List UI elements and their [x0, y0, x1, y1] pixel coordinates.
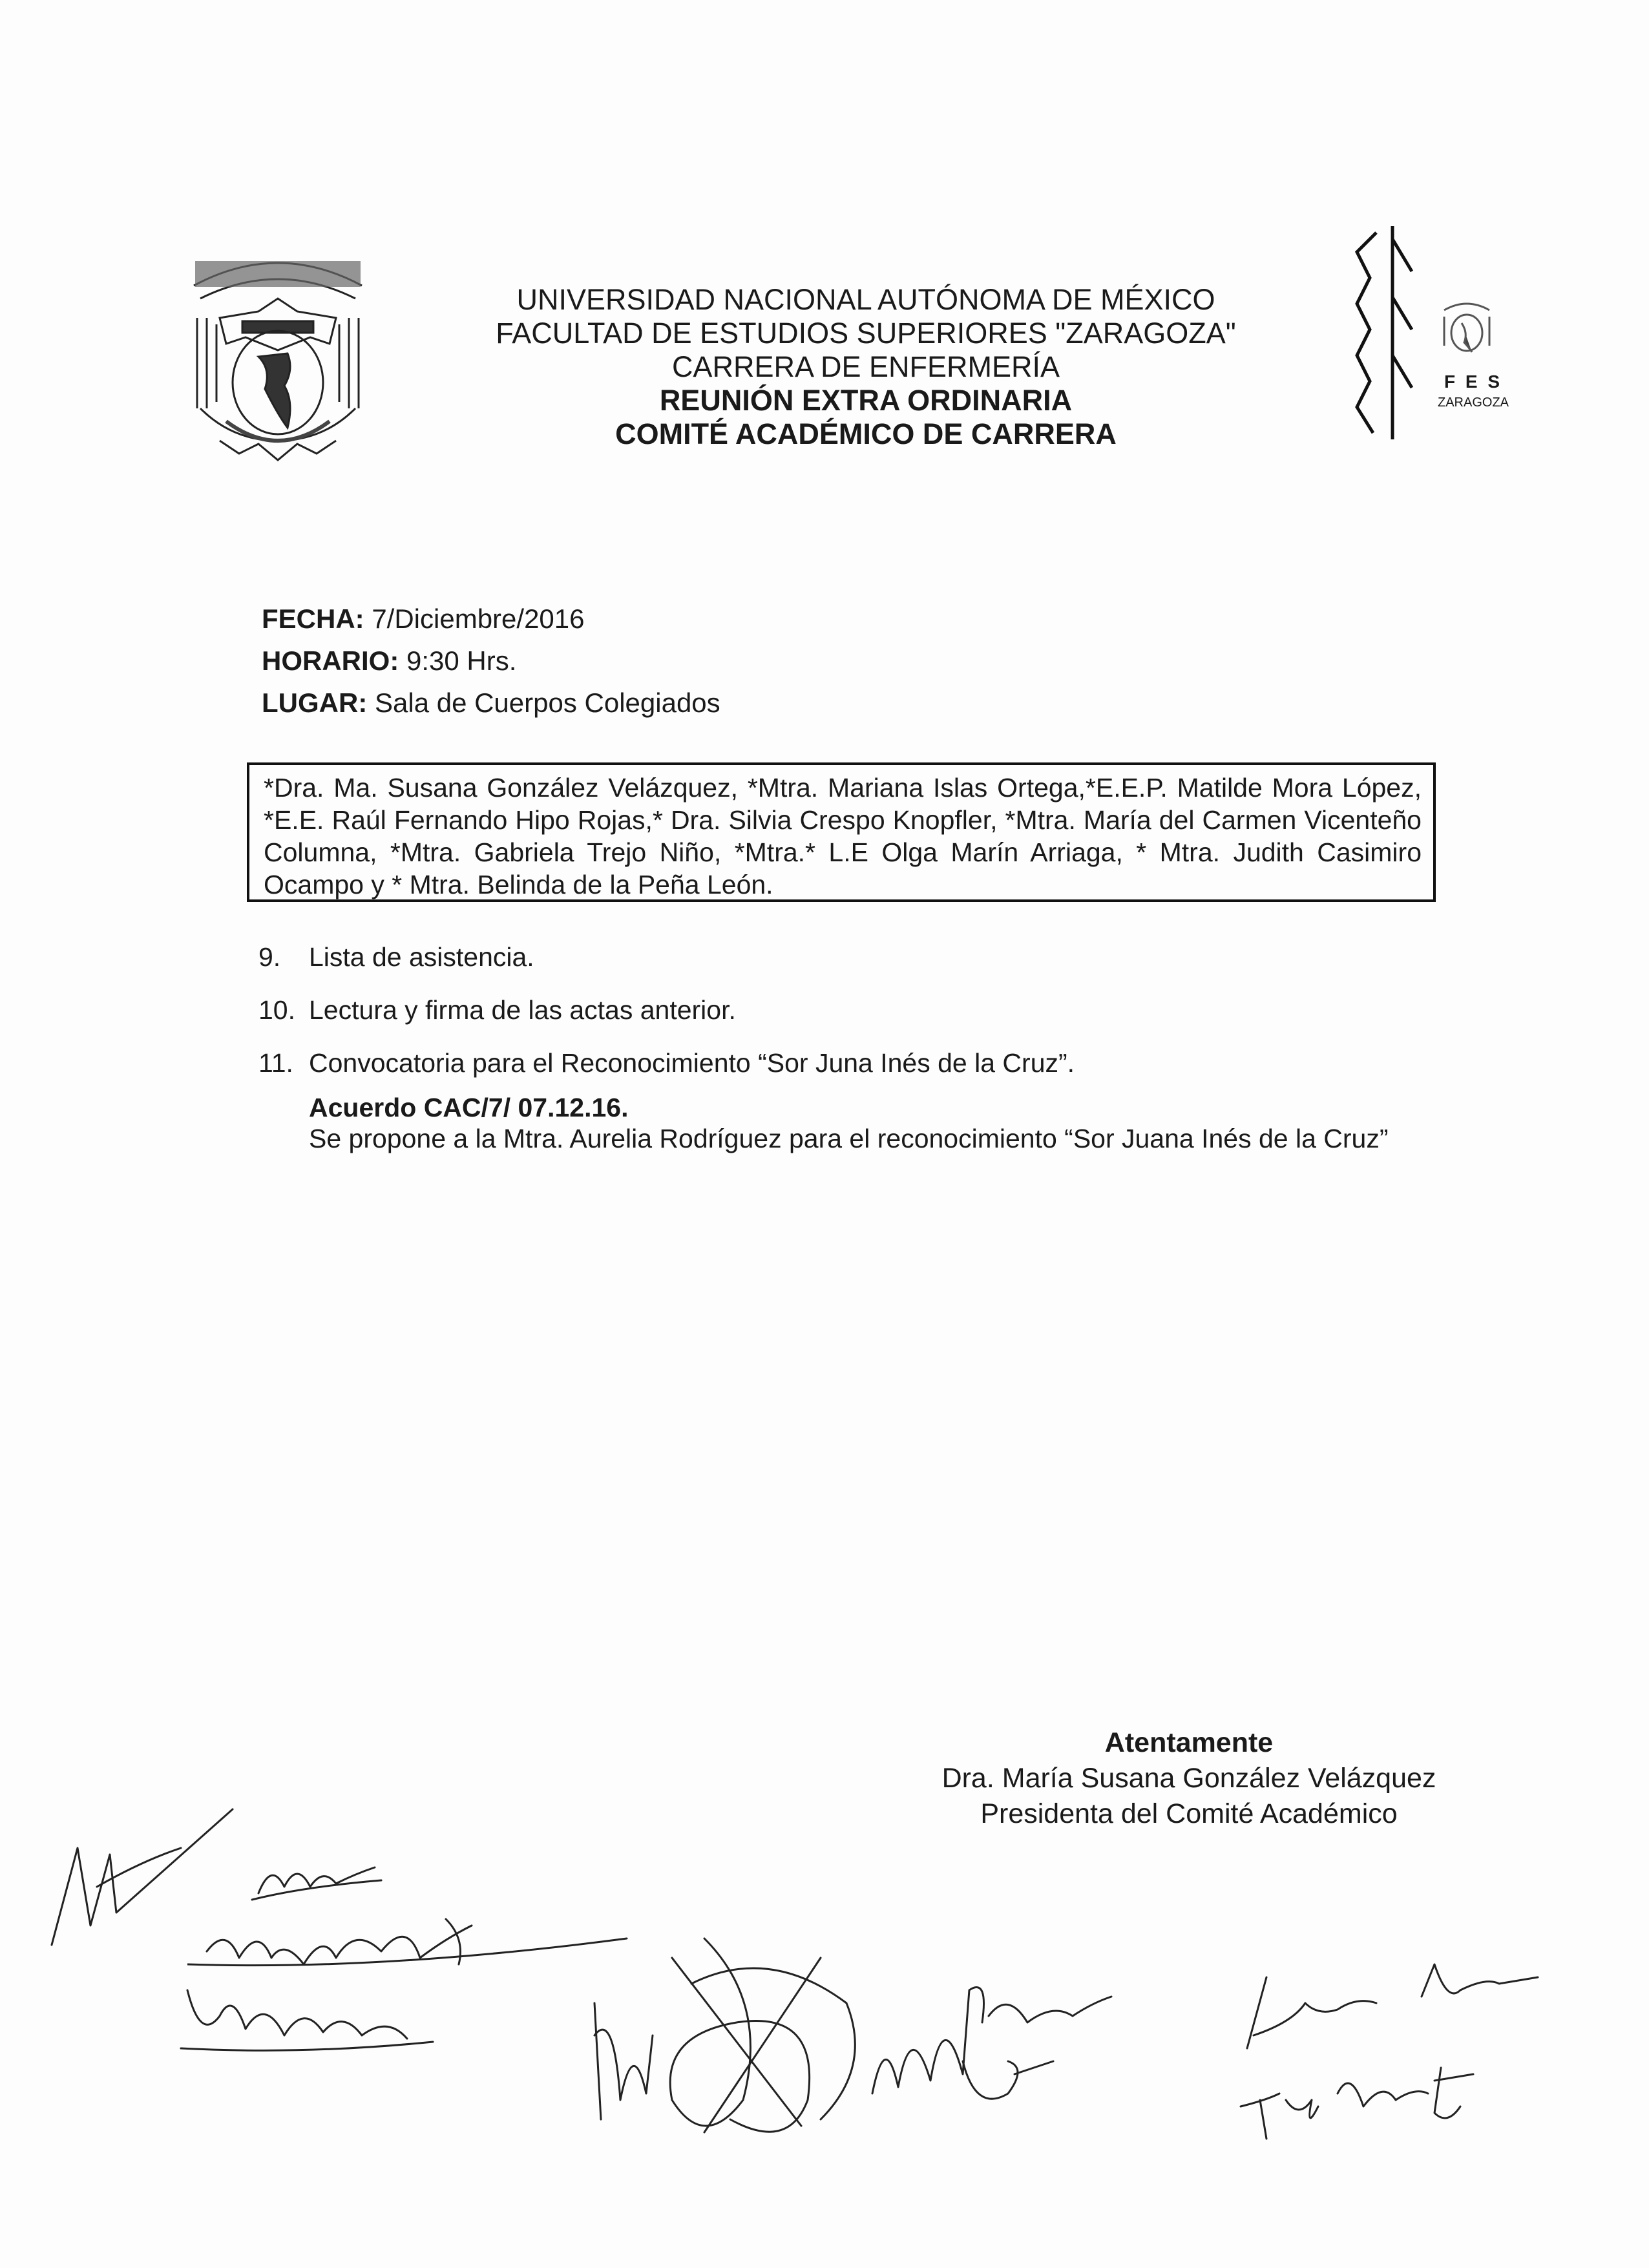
- lugar-row: [262, 682, 720, 724]
- agenda-item: [258, 995, 1454, 1048]
- closing-name: Dra. María Susana González Velázquez: [941, 1763, 1436, 1794]
- agenda-item-number: 11.: [258, 1048, 293, 1078]
- agreement-title: Acuerdo CAC/7/ 07.12.16.: [309, 1093, 629, 1122]
- document-header: [362, 283, 1370, 451]
- horario-value: 9:30 Hrs.: [406, 646, 517, 676]
- closing-salutation: Atentamente: [1104, 1727, 1274, 1758]
- header-committee: COMITÉ ACADÉMICO DE CARRERA: [615, 417, 1117, 450]
- fecha-value: 7/Diciembre/2016: [372, 604, 585, 634]
- agenda-item: [258, 942, 1454, 995]
- fes-seal-icon: [1441, 300, 1493, 359]
- horario-label: HORARIO:: [262, 646, 399, 676]
- closing-block: [582, 1725, 1649, 1832]
- header-meeting-type: REUNIÓN EXTRA ORDINARIA: [659, 384, 1073, 417]
- agenda-list: [258, 942, 1454, 1101]
- fes-label: F E S: [1444, 372, 1502, 392]
- agenda-item-number: 10.: [258, 995, 295, 1025]
- meeting-details: [262, 598, 720, 724]
- fes-zaragoza-logo: [1344, 226, 1525, 439]
- agreement-text: Se propone a la Mtra. Aurelia Rodríguez para el reconocimiento “Sor Juana Inés de la Cruz”: [309, 1124, 1389, 1153]
- header-faculty: FACULTAD DE ESTUDIOS SUPERIORES "ZARAGOZA": [496, 317, 1236, 350]
- attendees-box: *Dra. Ma. Susana González Velázquez, *Mtra. Mariana Islas Ortega,*E.E.P. Matilde Mora López, *E.E. Raúl Fernando Hipo Rojas,* Dra. Silvia Crespo Knopfler, *Mtra. María del Carmen Vicenteño Columna, *Mtra. Gabriela Trejo Niño, *Mtra.* L.E Olga Marín Arriaga, * Mtra. Judith Casimiro Ocampo y * Mtra. Belinda de la Peña León.: [247, 762, 1436, 902]
- horario-row: [262, 640, 720, 682]
- agreement-block: [309, 1092, 1446, 1154]
- agenda-item-number: 9.: [258, 942, 281, 972]
- fecha-row: [262, 598, 720, 640]
- lugar-value: Sala de Cuerpos Colegiados: [374, 688, 720, 718]
- fecha-label: FECHA:: [262, 604, 364, 634]
- signature-4: [174, 1977, 472, 2061]
- unam-seal-logo: [181, 247, 375, 467]
- signature-6: [859, 1964, 1118, 2132]
- header-university: UNIVERSIDAD NACIONAL AUTÓNOMA DE MÉXICO: [516, 283, 1215, 316]
- agenda-item-text: Lectura y firma de las actas anterior.: [309, 995, 736, 1025]
- header-career: CARRERA DE ENFERMERÍA: [671, 350, 1060, 383]
- agenda-item-text: Lista de asistencia.: [309, 942, 534, 972]
- fes-sublabel: ZARAGOZA: [1437, 395, 1509, 410]
- closing-role: Presidenta del Comité Académico: [980, 1798, 1398, 1829]
- lugar-label: LUGAR:: [262, 688, 368, 718]
- agenda-item-text: Convocatoria para el Reconocimiento “Sor Juna Inés de la Cruz”.: [309, 1048, 1075, 1078]
- signature-7: [1228, 1951, 1615, 2145]
